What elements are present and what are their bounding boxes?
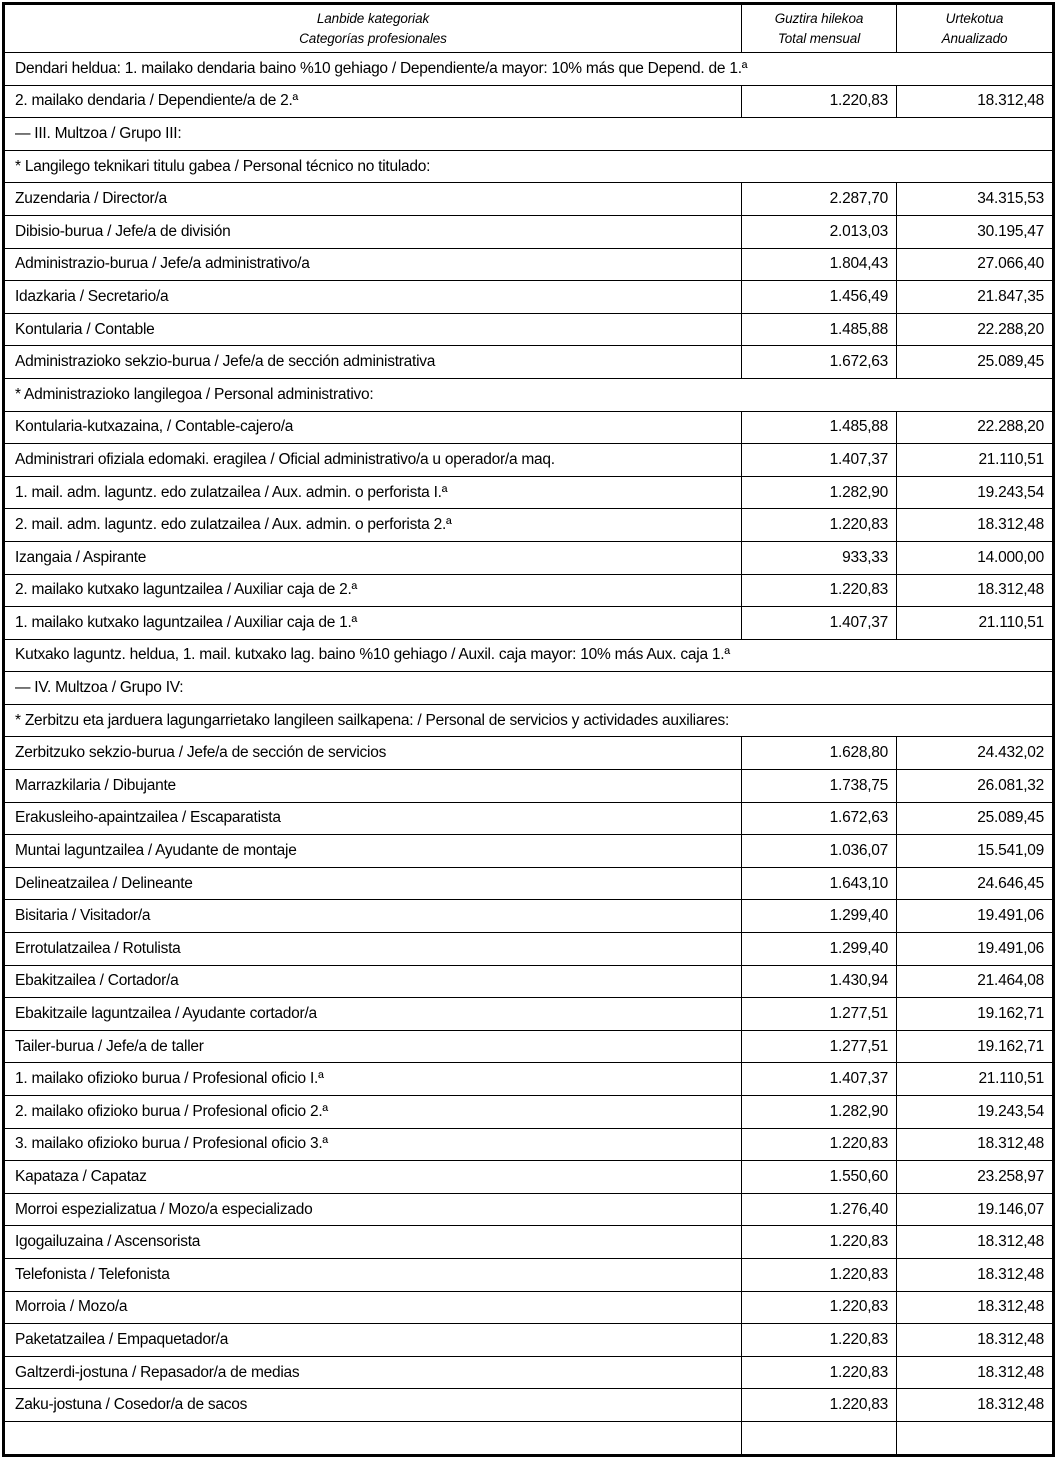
table-body: [4, 53, 1054, 1456]
table-row: [4, 1324, 1054, 1357]
monthly-total-value: 1.277,51: [742, 1030, 897, 1063]
monthly-total-value: 1.738,75: [742, 770, 897, 803]
empty-cell: [742, 1421, 897, 1455]
annualized-value: 19.162,71: [897, 1030, 1054, 1063]
table-row: [4, 1258, 1054, 1291]
category-label: Errotulatzailea / Rotulista: [4, 933, 742, 966]
category-label: Dibisio-burua / Jefe/a de división: [4, 215, 742, 248]
annualized-value: 18.312,48: [897, 1356, 1054, 1389]
monthly-total-value: 1.276,40: [742, 1193, 897, 1226]
column-header-annual: [897, 4, 1054, 53]
section-label: * Langilego teknikari titulu gabea / Personal técnico no titulado:: [4, 150, 1054, 183]
monthly-total-value: 1.299,40: [742, 933, 897, 966]
annualized-value: 25.089,45: [897, 346, 1054, 379]
table-row: [4, 737, 1054, 770]
section-label: * Administrazioko langilegoa / Personal administrativo:: [4, 378, 1054, 411]
salary-categories-table: [2, 2, 1055, 1457]
annualized-value: 19.491,06: [897, 900, 1054, 933]
table-row: [4, 183, 1054, 216]
category-label: 2. mailako kutxako laguntzailea / Auxiliar caja de 2.ª: [4, 574, 742, 607]
monthly-total-value: 1.220,83: [742, 1356, 897, 1389]
table-row: [4, 1389, 1054, 1422]
annualized-value: 22.288,20: [897, 313, 1054, 346]
section-row: [4, 639, 1054, 672]
monthly-total-value: 1.220,83: [742, 1291, 897, 1324]
monthly-total-value: 1.643,10: [742, 867, 897, 900]
section-label: Dendari heldua: 1. mailako dendaria baino %10 gehiago / Dependiente/a mayor: 10% más que Depend. de 1.ª: [4, 53, 1054, 86]
monthly-total-value: 1.407,37: [742, 607, 897, 640]
table-row: [4, 1356, 1054, 1389]
annualized-value: 18.312,48: [897, 1324, 1054, 1357]
table-row: [4, 509, 1054, 542]
category-label: Morroia / Mozo/a: [4, 1291, 742, 1324]
monthly-total-value: 1.220,83: [742, 1128, 897, 1161]
column-header-categories-eu: Lanbide kategoriak: [316, 10, 430, 26]
table-row: [4, 346, 1054, 379]
category-label: Ebakitzailea / Cortador/a: [4, 965, 742, 998]
column-header-categories-es: Categorías profesionales: [299, 30, 447, 46]
category-label: Galtzerdi-jostuna / Repasador/a de medias: [4, 1356, 742, 1389]
header-row: [4, 4, 1054, 53]
table-row: [4, 444, 1054, 477]
table-row: [4, 1030, 1054, 1063]
category-label: Kapataza / Capataz: [4, 1161, 742, 1194]
monthly-total-value: 1.220,83: [742, 1389, 897, 1422]
category-label: Marrazkilaria / Dibujante: [4, 770, 742, 803]
monthly-total-value: 1.036,07: [742, 835, 897, 868]
monthly-total-value: 1.220,83: [742, 1258, 897, 1291]
annualized-value: 24.646,45: [897, 867, 1054, 900]
table-row: [4, 1128, 1054, 1161]
monthly-total-value: 1.672,63: [742, 346, 897, 379]
column-header-monthly: [742, 4, 897, 53]
annualized-value: 19.162,71: [897, 998, 1054, 1031]
annualized-value: 21.847,35: [897, 281, 1054, 314]
annualized-value: 18.312,48: [897, 1389, 1054, 1422]
table-row: [4, 313, 1054, 346]
monthly-total-value: 1.220,83: [742, 574, 897, 607]
category-label: Erakusleiho-apaintzailea / Escaparatista: [4, 802, 742, 835]
table-row: [4, 248, 1054, 281]
table-row: [4, 1226, 1054, 1259]
section-label: — III. Multzoa / Grupo III:: [4, 118, 1054, 151]
empty-cell: [4, 1421, 742, 1455]
annualized-value: 18.312,48: [897, 574, 1054, 607]
monthly-total-value: 1.804,43: [742, 248, 897, 281]
monthly-total-value: 1.220,83: [742, 85, 897, 118]
table-row: [4, 1161, 1054, 1194]
category-label: 1. mailako ofizioko burua / Profesional oficio I.ª: [4, 1063, 742, 1096]
table-row: [4, 85, 1054, 118]
empty-cell: [897, 1421, 1054, 1455]
category-label: Zerbitzuko sekzio-burua / Jefe/a de sección de servicios: [4, 737, 742, 770]
annualized-value: 14.000,00: [897, 541, 1054, 574]
table-row: [4, 867, 1054, 900]
category-label: Bisitaria / Visitador/a: [4, 900, 742, 933]
table-row: [4, 933, 1054, 966]
monthly-total-value: 1.550,60: [742, 1161, 897, 1194]
table-row: [4, 965, 1054, 998]
table-row: [4, 1063, 1054, 1096]
annualized-value: 18.312,48: [897, 1291, 1054, 1324]
annualized-value: 19.146,07: [897, 1193, 1054, 1226]
column-header-annual-es: Anualizado: [941, 30, 1008, 46]
category-label: Paketatzailea / Empaquetador/a: [4, 1324, 742, 1357]
monthly-total-value: 1.407,37: [742, 444, 897, 477]
monthly-total-value: 2.287,70: [742, 183, 897, 216]
annualized-value: 18.312,48: [897, 85, 1054, 118]
category-label: Igogailuzaina / Ascensorista: [4, 1226, 742, 1259]
section-row: [4, 378, 1054, 411]
monthly-total-value: 1.628,80: [742, 737, 897, 770]
category-label: 1. mail. adm. laguntz. edo zulatzailea / Aux. admin. o perforista I.ª: [4, 476, 742, 509]
category-label: Delineatzailea / Delineante: [4, 867, 742, 900]
monthly-total-value: 1.299,40: [742, 900, 897, 933]
section-label: Kutxako laguntz. heldua, 1. mail. kutxako lag. baino %10 gehiago / Auxil. caja mayor: 10% más Aux. caja 1.ª: [4, 639, 1054, 672]
annualized-value: 18.312,48: [897, 509, 1054, 542]
category-label: Izangaia / Aspirante: [4, 541, 742, 574]
table-row: [4, 802, 1054, 835]
table-row: [4, 900, 1054, 933]
category-label: 2. mail. adm. laguntz. edo zulatzailea / Aux. admin. o perforista 2.ª: [4, 509, 742, 542]
partial-cutoff-row: [4, 1421, 1054, 1455]
category-label: 1. mailako kutxako laguntzailea / Auxiliar caja de 1.ª: [4, 607, 742, 640]
section-row: [4, 704, 1054, 737]
section-row: [4, 672, 1054, 705]
monthly-total-value: 933,33: [742, 541, 897, 574]
column-header-categories: [4, 4, 742, 53]
column-header-annual-eu: Urtekotua: [945, 10, 1004, 26]
category-label: Idazkaria / Secretario/a: [4, 281, 742, 314]
monthly-total-value: 1.485,88: [742, 313, 897, 346]
monthly-total-value: 2.013,03: [742, 215, 897, 248]
monthly-total-value: 1.220,83: [742, 509, 897, 542]
category-label: Administrazio-burua / Jefe/a administrativo/a: [4, 248, 742, 281]
annualized-value: 27.066,40: [897, 248, 1054, 281]
annualized-value: 21.110,51: [897, 444, 1054, 477]
table-header: [4, 4, 1054, 53]
monthly-total-value: 1.277,51: [742, 998, 897, 1031]
monthly-total-value: 1.430,94: [742, 965, 897, 998]
table-row: [4, 1193, 1054, 1226]
annualized-value: 34.315,53: [897, 183, 1054, 216]
category-label: Ebakitzaile laguntzailea / Ayudante cortador/a: [4, 998, 742, 1031]
table-row: [4, 1096, 1054, 1129]
monthly-total-value: 1.220,83: [742, 1226, 897, 1259]
table-row: [4, 770, 1054, 803]
annualized-value: 25.089,45: [897, 802, 1054, 835]
monthly-total-value: 1.456,49: [742, 281, 897, 314]
section-label: * Zerbitzu eta jarduera lagungarrietako langileen sailkapena: / Personal de servicios y actividades auxiliares:: [4, 704, 1054, 737]
table-row: [4, 411, 1054, 444]
category-label: Muntai laguntzailea / Ayudante de montaje: [4, 835, 742, 868]
category-label: Kontularia-kutxazaina, / Contable-cajero/a: [4, 411, 742, 444]
table-row: [4, 574, 1054, 607]
annualized-value: 26.081,32: [897, 770, 1054, 803]
table-row: [4, 998, 1054, 1031]
table-row: [4, 215, 1054, 248]
monthly-total-value: 1.485,88: [742, 411, 897, 444]
monthly-total-value: 1.407,37: [742, 1063, 897, 1096]
annualized-value: 21.464,08: [897, 965, 1054, 998]
section-row: [4, 53, 1054, 86]
category-label: 2. mailako ofizioko burua / Profesional oficio 2.ª: [4, 1096, 742, 1129]
category-label: Morroi espezializatua / Mozo/a especializado: [4, 1193, 742, 1226]
annualized-value: 21.110,51: [897, 1063, 1054, 1096]
annualized-value: 18.312,48: [897, 1128, 1054, 1161]
section-row: [4, 150, 1054, 183]
monthly-total-value: 1.672,63: [742, 802, 897, 835]
annualized-value: 15.541,09: [897, 835, 1054, 868]
table-row: [4, 476, 1054, 509]
category-label: Administrari ofiziala edomaki. eragilea / Oficial administrativo/a u operador/a maq.: [4, 444, 742, 477]
table-row: [4, 1291, 1054, 1324]
annualized-value: 19.243,54: [897, 1096, 1054, 1129]
table-row: [4, 541, 1054, 574]
annualized-value: 18.312,48: [897, 1226, 1054, 1259]
annualized-value: 24.432,02: [897, 737, 1054, 770]
category-label: Tailer-burua / Jefe/a de taller: [4, 1030, 742, 1063]
monthly-total-value: 1.220,83: [742, 1324, 897, 1357]
column-header-monthly-eu: Guztira hilekoa: [774, 10, 864, 26]
annualized-value: 30.195,47: [897, 215, 1054, 248]
category-label: Kontularia / Contable: [4, 313, 742, 346]
table-row: [4, 607, 1054, 640]
category-label: 2. mailako dendaria / Dependiente/a de 2.ª: [4, 85, 742, 118]
table-row: [4, 281, 1054, 314]
table-row: [4, 835, 1054, 868]
category-label: Telefonista / Telefonista: [4, 1258, 742, 1291]
category-label: 3. mailako ofizioko burua / Profesional oficio 3.ª: [4, 1128, 742, 1161]
annualized-value: 23.258,97: [897, 1161, 1054, 1194]
annualized-value: 18.312,48: [897, 1258, 1054, 1291]
annualized-value: 19.491,06: [897, 933, 1054, 966]
annualized-value: 21.110,51: [897, 607, 1054, 640]
annualized-value: 19.243,54: [897, 476, 1054, 509]
section-row: [4, 118, 1054, 151]
section-label: — IV. Multzoa / Grupo IV:: [4, 672, 1054, 705]
category-label: Zuzendaria / Director/a: [4, 183, 742, 216]
category-label: Administrazioko sekzio-burua / Jefe/a de sección administrativa: [4, 346, 742, 379]
monthly-total-value: 1.282,90: [742, 476, 897, 509]
column-header-monthly-es: Total mensual: [777, 30, 861, 46]
category-label: Zaku-jostuna / Cosedor/a de sacos: [4, 1389, 742, 1422]
monthly-total-value: 1.282,90: [742, 1096, 897, 1129]
annualized-value: 22.288,20: [897, 411, 1054, 444]
